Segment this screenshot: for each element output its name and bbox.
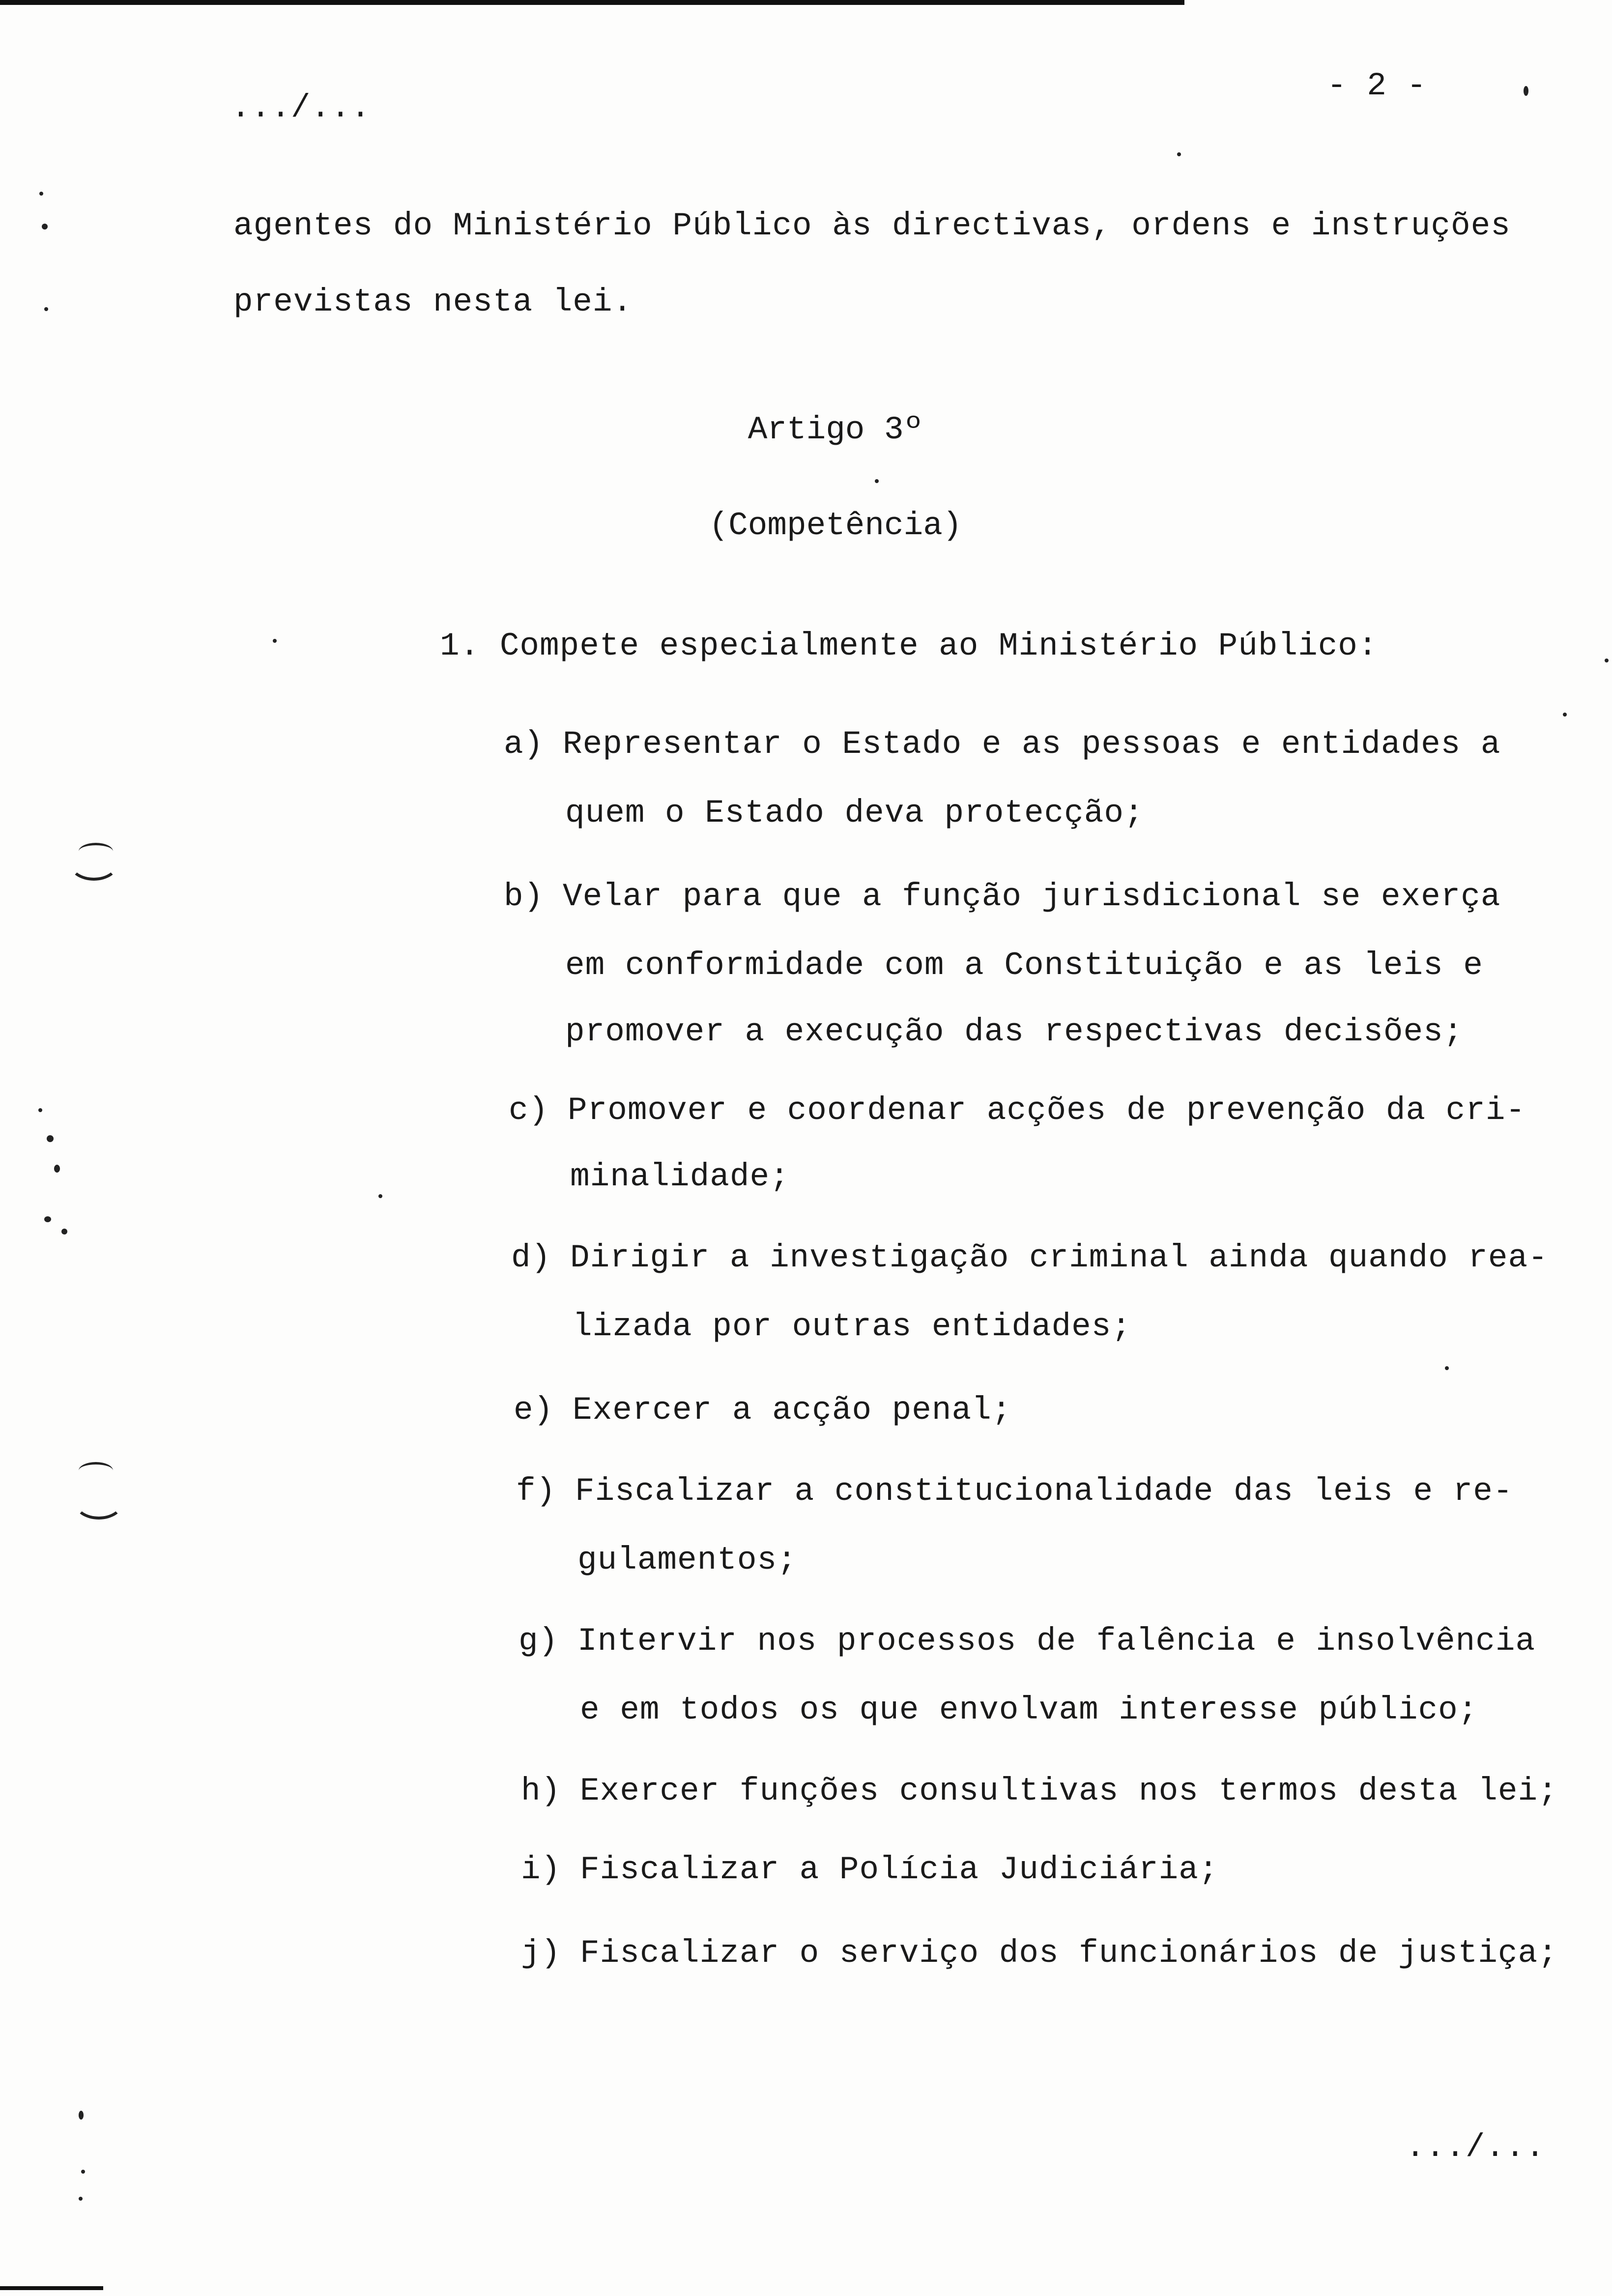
continuation-mark-top: .../... bbox=[231, 89, 371, 126]
scan-speck bbox=[1605, 659, 1609, 662]
item-line: Fiscalizar a Polícia Judiciária; bbox=[580, 1851, 1219, 1888]
list-item-g-cont: e em todos os que envolvam interesse público; bbox=[580, 1692, 1478, 1728]
list-item-h bbox=[521, 1772, 1558, 1811]
punch-hole-mark bbox=[74, 1484, 124, 1520]
item-line: Promover e coordenar acções de prevenção da cri- bbox=[568, 1092, 1526, 1129]
scan-speck bbox=[42, 224, 48, 230]
item-line: Exercer funções consultivas nos termos desta lei; bbox=[580, 1773, 1558, 1809]
item-label: e) bbox=[514, 1392, 554, 1429]
scan-speck bbox=[79, 2111, 84, 2120]
item-line: Exercer a acção penal; bbox=[573, 1392, 1012, 1429]
list-item-a-cont: quem o Estado deva protecção; bbox=[565, 795, 1144, 832]
clause-number: 1. bbox=[440, 628, 480, 664]
list-item-e bbox=[514, 1391, 1011, 1430]
list-item-c-cont: minalidade; bbox=[570, 1158, 790, 1195]
scan-speck bbox=[1563, 713, 1567, 717]
item-label: i) bbox=[521, 1851, 561, 1888]
list-item-i bbox=[521, 1850, 1218, 1890]
scan-speck bbox=[875, 479, 879, 483]
scan-speck bbox=[273, 639, 277, 643]
scan-speck bbox=[38, 1108, 42, 1112]
list-item-d bbox=[511, 1238, 1548, 1278]
scan-speck bbox=[81, 2170, 85, 2174]
item-label: b) bbox=[504, 878, 544, 915]
item-label: d) bbox=[511, 1239, 551, 1276]
item-label: f) bbox=[516, 1473, 556, 1510]
scan-speck bbox=[1445, 1366, 1449, 1370]
scan-speck bbox=[39, 192, 43, 196]
clause-intro bbox=[440, 627, 1378, 666]
clause-text: Compete especialmente ao Ministério Público: bbox=[499, 628, 1378, 664]
item-line: Fiscalizar a constitucionalidade das leis e re- bbox=[575, 1473, 1513, 1510]
item-label: g) bbox=[518, 1623, 559, 1660]
intro-line-1: agentes do Ministério Público às directivas, ordens e instruções bbox=[233, 207, 1511, 244]
scan-speck bbox=[44, 1216, 51, 1222]
punch-hole-mark-top bbox=[79, 1462, 113, 1479]
list-item-c bbox=[509, 1091, 1526, 1130]
top-border-line bbox=[0, 0, 1184, 5]
punch-hole-mark-top bbox=[79, 843, 113, 860]
scan-speck bbox=[1177, 152, 1181, 156]
article-subtitle: (Competência) bbox=[709, 507, 962, 544]
intro-line-2: previstas nesta lei. bbox=[233, 284, 633, 320]
list-item-a bbox=[504, 725, 1501, 764]
item-line: Representar o Estado e as pessoas e entidades a bbox=[563, 726, 1501, 763]
scan-speck bbox=[44, 307, 48, 311]
scan-speck bbox=[378, 1194, 382, 1198]
scan-speck bbox=[54, 1165, 60, 1173]
bottom-border-line bbox=[0, 2286, 103, 2290]
item-label: j) bbox=[521, 1935, 561, 1972]
scan-speck bbox=[1524, 86, 1528, 96]
list-item-b-cont-1: em conformidade com a Constituição e as leis e bbox=[565, 947, 1483, 984]
item-line: Fiscalizar o serviço dos funcionários de justiça; bbox=[580, 1935, 1558, 1972]
list-item-f-cont: gulamentos; bbox=[577, 1542, 797, 1578]
item-line: Dirigir a investigação criminal ainda quando rea- bbox=[570, 1239, 1548, 1276]
continuation-mark-bottom: .../... bbox=[1406, 2129, 1546, 2166]
list-item-d-cont: lizada por outras entidades; bbox=[573, 1308, 1131, 1345]
list-item-b-cont-2: promover a execução das respectivas decisões; bbox=[565, 1013, 1464, 1050]
item-label: h) bbox=[521, 1773, 561, 1809]
item-line: Intervir nos processos de falência e insolvência bbox=[577, 1623, 1536, 1660]
item-line: Velar para que a função jurisdicional se exerça bbox=[563, 878, 1501, 915]
list-item-f bbox=[516, 1472, 1513, 1511]
item-label: a) bbox=[504, 726, 544, 763]
item-label: c) bbox=[509, 1092, 549, 1129]
article-title: Artigo 3º bbox=[748, 411, 923, 448]
list-item-b bbox=[504, 877, 1501, 917]
list-item-j bbox=[521, 1934, 1558, 1973]
scan-speck bbox=[47, 1135, 54, 1142]
list-item-g bbox=[518, 1622, 1535, 1661]
page-number: - 2 - bbox=[1327, 67, 1427, 104]
scan-speck bbox=[61, 1229, 67, 1234]
scan-speck bbox=[79, 2197, 83, 2201]
